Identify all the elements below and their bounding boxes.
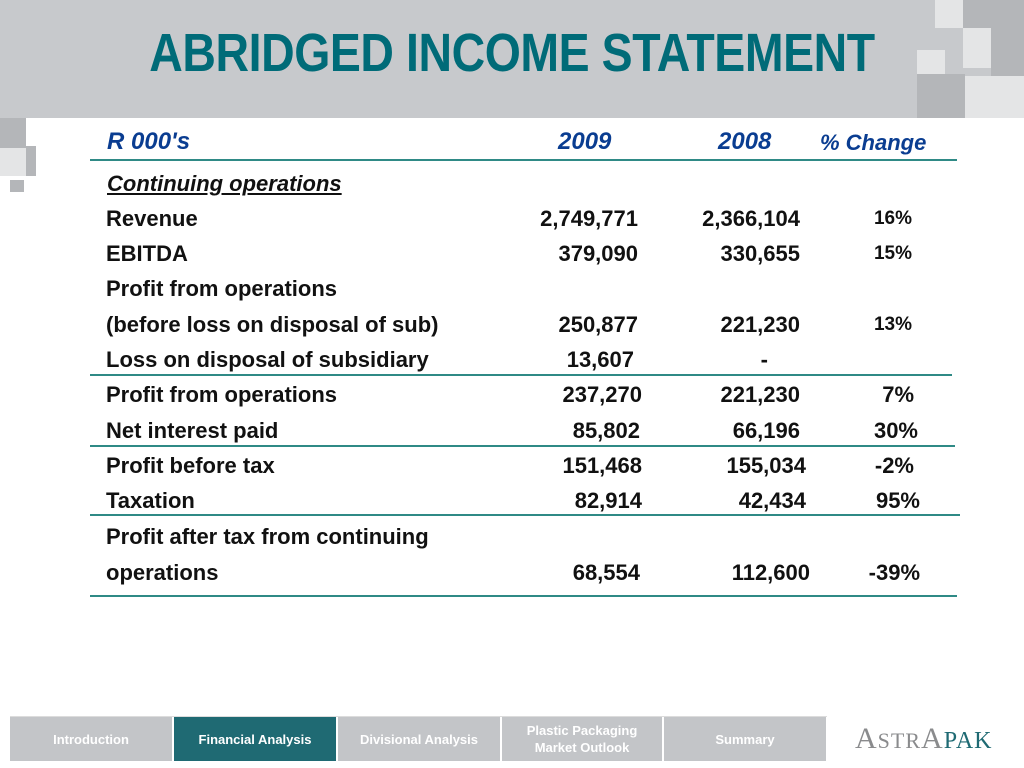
- section-rule: [90, 374, 952, 376]
- row-label: EBITDA: [106, 241, 188, 266]
- value-change: -2%: [874, 453, 914, 478]
- nav-plastic-packaging-market-outlook[interactable]: Plastic Packaging Market Outlook: [502, 717, 662, 761]
- value-2009: 82,914: [574, 488, 642, 513]
- value-2009: 2,749,771: [540, 206, 638, 231]
- logo-text-a2: A: [921, 722, 944, 755]
- nav-introduction[interactable]: Introduction: [10, 717, 172, 761]
- value-2009: 13,607: [566, 347, 634, 372]
- row-label: (before loss on disposal of sub): [106, 312, 439, 337]
- page-title: ABRIDGED INCOME STATEMENT: [149, 23, 875, 83]
- decor-square: [26, 146, 36, 176]
- col-header-change: % Change: [820, 130, 927, 155]
- col-header-2008: 2008: [718, 128, 772, 155]
- nav-summary[interactable]: Summary: [664, 717, 826, 761]
- row-label: Profit from operations: [106, 276, 338, 301]
- logo-text-str: STR: [877, 728, 922, 753]
- value-2009: 379,090: [558, 241, 638, 266]
- value-2008: 221,230: [720, 382, 800, 407]
- section-rule: [90, 514, 960, 516]
- row-label: Profit after tax from continuing: [106, 524, 429, 549]
- row-label: Loss on disposal of subsidiary: [106, 347, 429, 372]
- nav-financial-analysis[interactable]: Financial Analysis: [174, 717, 336, 761]
- section-heading: Continuing operations: [107, 171, 342, 196]
- table-bottom-rule: [90, 595, 957, 597]
- row-label: operations: [106, 560, 219, 585]
- value-2009: 250,877: [558, 312, 638, 337]
- decor-square: [10, 180, 24, 192]
- section-rule: [90, 445, 955, 447]
- logo-text-pak: PAK: [943, 728, 993, 754]
- value-change: 13%: [873, 314, 912, 335]
- row-label: Taxation: [106, 488, 195, 513]
- value-2008: 330,655: [720, 241, 800, 266]
- row-label: Revenue: [106, 206, 198, 231]
- value-2008: 66,196: [732, 418, 800, 443]
- header-rule: [90, 159, 957, 161]
- value-2008: 221,230: [720, 312, 800, 337]
- logo-text-a: A: [855, 722, 878, 755]
- decor-square: [991, 28, 1024, 76]
- value-2008: 2,366,104: [702, 206, 800, 231]
- decor-square: [0, 118, 26, 148]
- value-2009: 237,270: [562, 382, 642, 407]
- astrapak-logo: [855, 722, 993, 756]
- value-2008: 155,034: [726, 453, 806, 478]
- row-label: Profit from operations: [106, 382, 338, 407]
- row-label: Net interest paid: [106, 418, 279, 443]
- decor-square: [0, 148, 26, 176]
- value-change: 7%: [882, 382, 914, 407]
- value-2009: 151,468: [562, 453, 642, 478]
- value-2009: 85,802: [572, 418, 640, 443]
- row-label: Profit before tax: [106, 453, 275, 478]
- nav-divisional-analysis[interactable]: Divisional Analysis: [338, 717, 500, 761]
- value-change: 30%: [873, 418, 918, 443]
- value-change: 95%: [875, 488, 920, 513]
- value-2008: 42,434: [738, 488, 806, 513]
- value-2008: -: [760, 347, 768, 372]
- value-2009: 68,554: [572, 560, 640, 585]
- decor-square: [965, 76, 1024, 118]
- value-2008: 112,600: [731, 560, 810, 585]
- decor-square: [963, 0, 1024, 28]
- col-header-2009: 2009: [558, 128, 612, 155]
- value-change: 15%: [873, 243, 912, 264]
- value-change: -39%: [868, 560, 920, 585]
- value-change: 16%: [873, 208, 912, 229]
- decor-square: [963, 28, 991, 68]
- col-header-label: R 000's: [107, 128, 191, 155]
